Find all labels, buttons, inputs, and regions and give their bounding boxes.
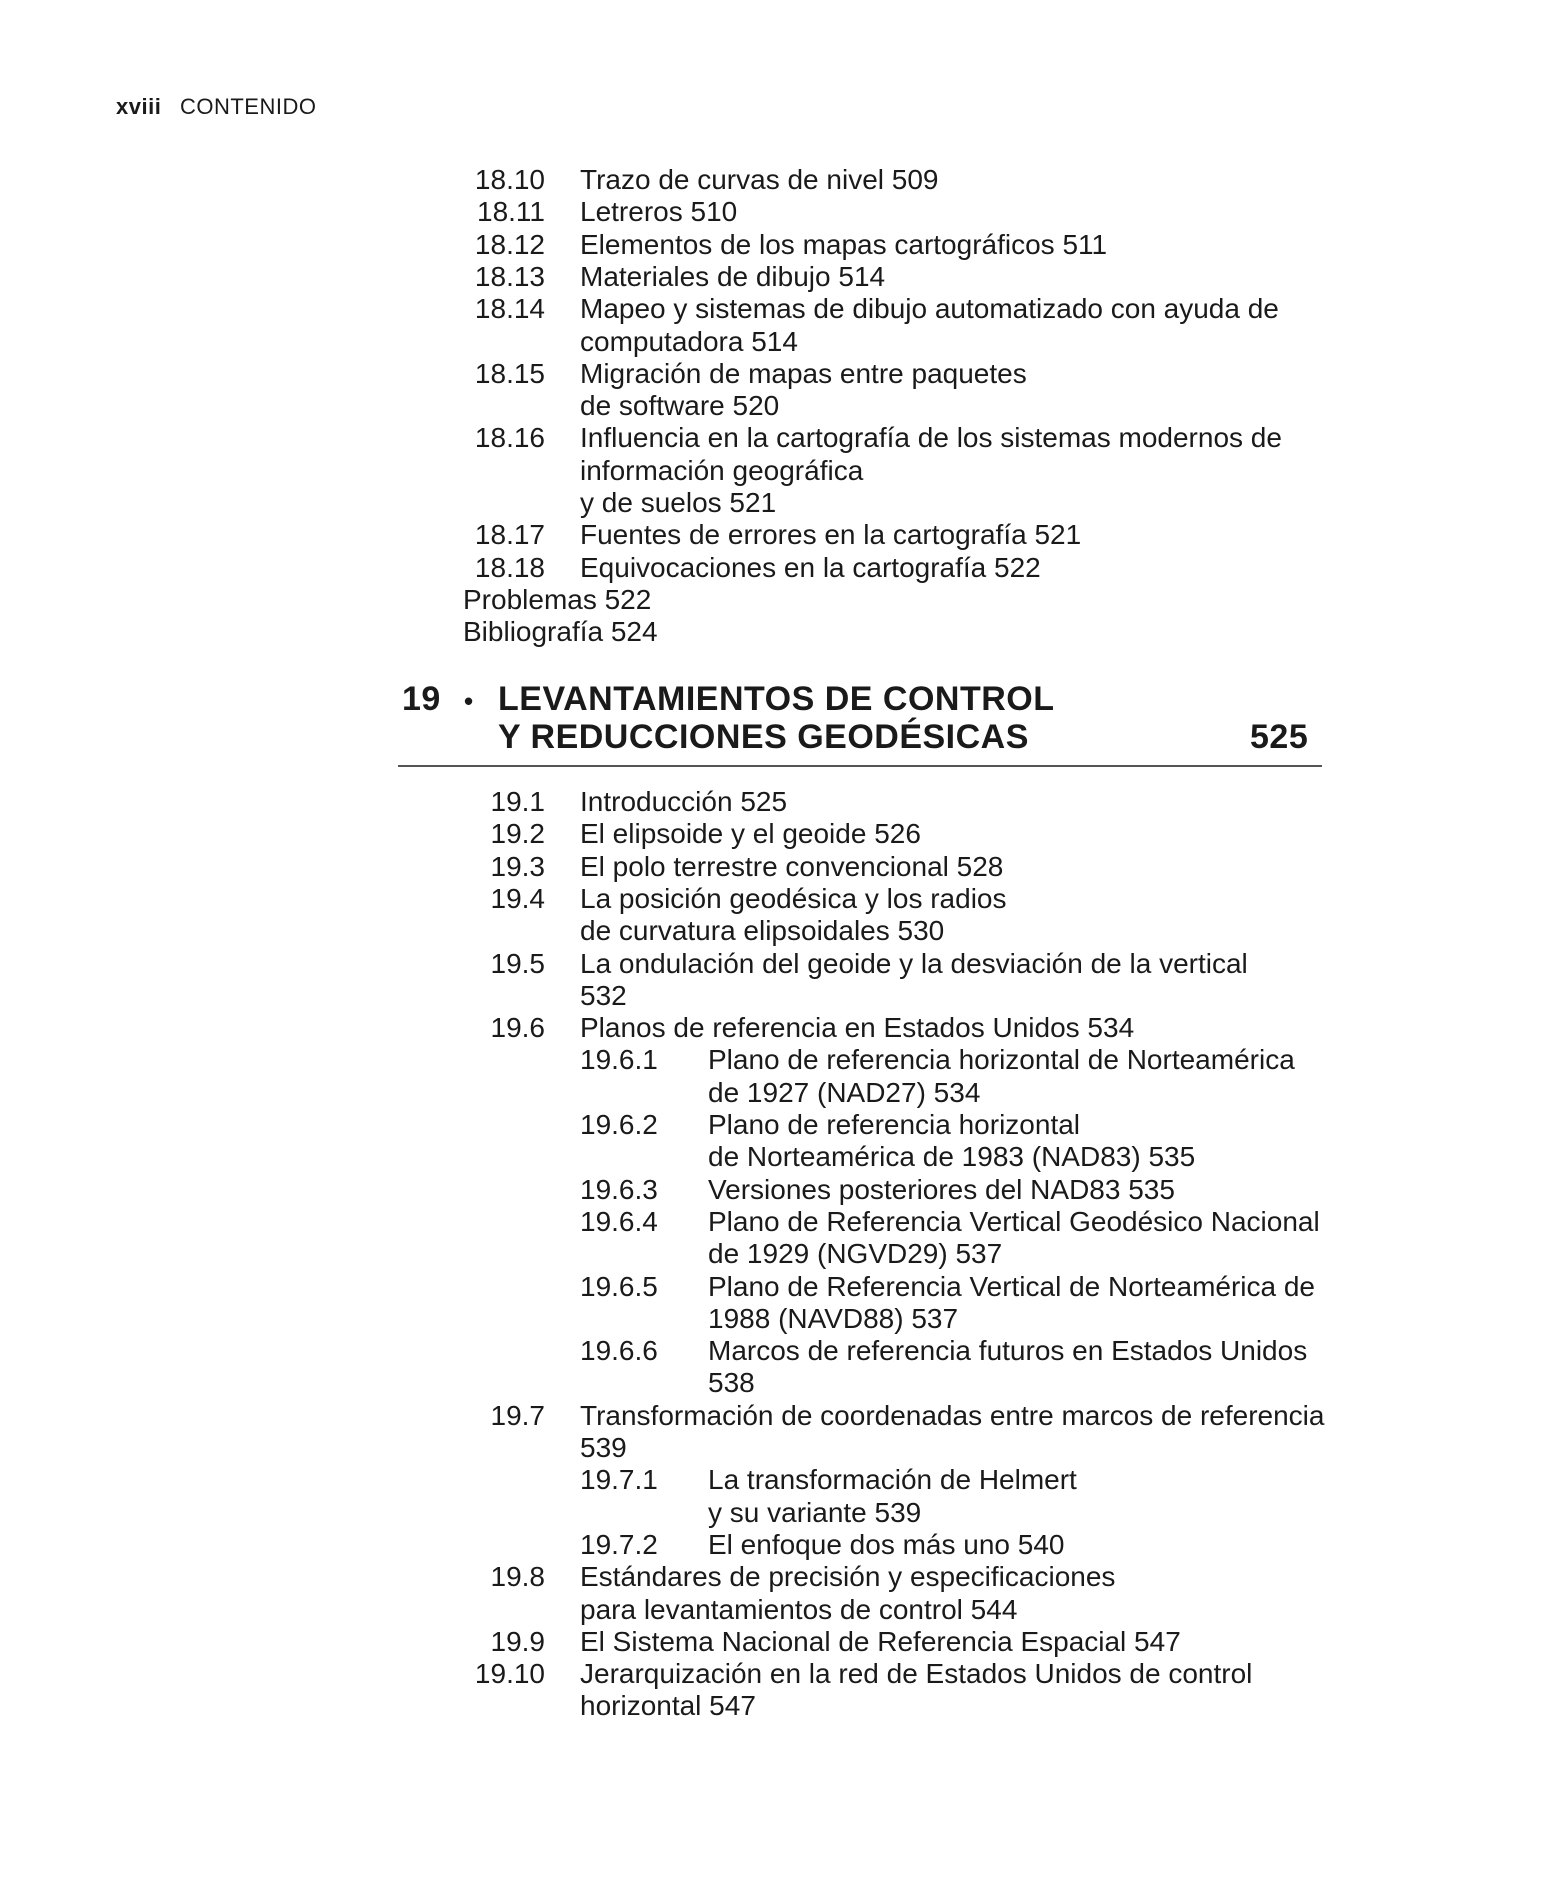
section-title-line: y de suelos 521: [580, 487, 777, 518]
page-number: xviii: [116, 94, 162, 119]
section-number: 19.7: [490, 1399, 545, 1431]
section-title-line: Introducción 525: [580, 786, 788, 817]
chapter-bullet: •: [464, 686, 474, 716]
section-title-line: Influencia en la cartografía de los sistemas modernos de: [580, 422, 1282, 454]
section-title-line: de software 520: [580, 390, 780, 422]
section-number: 19.10: [474, 1658, 545, 1690]
section-title-line: y su variante 539: [708, 1496, 922, 1528]
section-number: 18.13: [474, 260, 545, 292]
section-number: 19.6.1: [580, 1044, 658, 1076]
section-number: 18.14: [474, 293, 545, 325]
section-title-line: El Sistema Nacional de Referencia Espacial 547: [580, 1625, 1181, 1657]
section-number: 19.6.4: [580, 1205, 658, 1237]
section-number: 19.6.5: [580, 1270, 658, 1302]
section-number: 19.8: [490, 1561, 545, 1593]
section-title-line: La transformación de Helmert: [708, 1464, 1077, 1496]
bibliography-entry: Bibliografía 524: [463, 616, 658, 648]
section-number: 19.6: [490, 1012, 545, 1044]
section-title-line: de 1927 (NAD27) 534: [708, 1076, 981, 1108]
section-title-line: Equivocaciones en la cartografía 522: [580, 551, 1041, 583]
section-title-line: Trazo de curvas de nivel 509: [580, 164, 939, 195]
chapter-page-number: 525: [1250, 718, 1309, 756]
section-number: 19.6.3: [580, 1173, 658, 1205]
section-title-line: Elementos de los mapas cartográficos 511: [580, 228, 1108, 260]
section-title-line: de Norteamérica de 1983 (NAD83) 535: [708, 1141, 1196, 1173]
section-title-line: Estándares de precisión y especificaciones: [580, 1561, 1116, 1593]
section-title-line: El enfoque dos más uno 540: [708, 1528, 1065, 1560]
section-title-line: Planos de referencia en Estados Unidos 534: [580, 1012, 1135, 1044]
section-title-line: de curvatura elipsoidales 530: [580, 915, 945, 947]
section-number: 18.15: [474, 357, 545, 389]
page-header: [116, 94, 316, 120]
problems-entry: Problemas 522: [463, 584, 652, 615]
section-number: 19.7.1: [580, 1464, 658, 1496]
section-title-line: El polo terrestre convencional 528: [580, 850, 1004, 882]
section-number: 18.11: [477, 196, 545, 228]
section-number: 18.10: [474, 164, 545, 195]
section-title-line: Fuentes de errores en la cartografía 521: [580, 519, 1082, 551]
section-title-line: 539: [580, 1432, 627, 1463]
section-number: 19.9: [490, 1625, 545, 1657]
section-title-line: horizontal 547: [580, 1690, 756, 1722]
chapter-number: 19: [402, 680, 441, 718]
section-title-line: 532: [580, 979, 627, 1011]
chapter-divider: [398, 765, 1322, 767]
chapter-title-line-1: LEVANTAMIENTOS DE CONTROL: [498, 680, 1055, 718]
section-title-line: Marcos de referencia futuros en Estados Unidos: [708, 1335, 1308, 1367]
section-title-line: La posición geodésica y los radios: [580, 882, 1007, 914]
section-number: 19.7.2: [580, 1528, 658, 1560]
section-title-line: El elipsoide y el geoide 526: [580, 818, 921, 850]
section-title-line: Migración de mapas entre paquetes: [580, 357, 1027, 389]
section-title-line: de 1929 (NGVD29) 537: [708, 1238, 1003, 1270]
section-number: 19.6.6: [580, 1335, 658, 1367]
section-title-line: información geográfica: [580, 454, 864, 486]
section-title-line: computadora 514: [580, 325, 798, 357]
section-number: 18.18: [474, 551, 545, 583]
section-number: 18.12: [474, 228, 545, 260]
section-title-line: La ondulación del geoide y la desviación de la vertical: [580, 947, 1248, 979]
section-number: 19.1: [490, 786, 545, 817]
chapter-title-line-2: Y REDUCCIONES GEODÉSICAS: [498, 718, 1029, 756]
section-number: 19.5: [490, 947, 545, 979]
section-number: 19.3: [490, 850, 545, 882]
section-number: 18.16: [474, 422, 545, 454]
section-number: 19.6.2: [580, 1109, 658, 1140]
section-title-line: 538: [708, 1367, 755, 1399]
section-title-line: Plano de Referencia Vertical de Norteamérica de: [708, 1270, 1316, 1302]
section-number: 19.2: [490, 818, 545, 850]
section-number: 19.4: [490, 882, 545, 914]
section-number: 18.17: [474, 519, 545, 551]
section-title-line: Mapeo y sistemas de dibujo automatizado con ayuda de: [580, 293, 1279, 325]
section-title-line: 1988 (NAVD88) 537: [708, 1302, 959, 1334]
section-title-line: Plano de Referencia Vertical Geodésico Nacional: [708, 1205, 1320, 1237]
section-title-line: para levantamientos de control 544: [580, 1593, 1018, 1625]
section-title-line: Jerarquización en la red de Estados Unidos de control: [580, 1658, 1253, 1690]
section-title-line: Materiales de dibujo 514: [580, 260, 886, 292]
section-title-line: Plano de referencia horizontal: [708, 1109, 1081, 1140]
section-title-line: Versiones posteriores del NAD83 535: [708, 1173, 1175, 1205]
section-title-line: Transformación de coordenadas entre marcos de referencia: [580, 1399, 1325, 1431]
section-title-line: Letreros 510: [580, 196, 738, 228]
running-title: CONTENIDO: [179, 94, 317, 119]
section-title-line: Plano de referencia horizontal de Norteamérica: [708, 1044, 1295, 1076]
